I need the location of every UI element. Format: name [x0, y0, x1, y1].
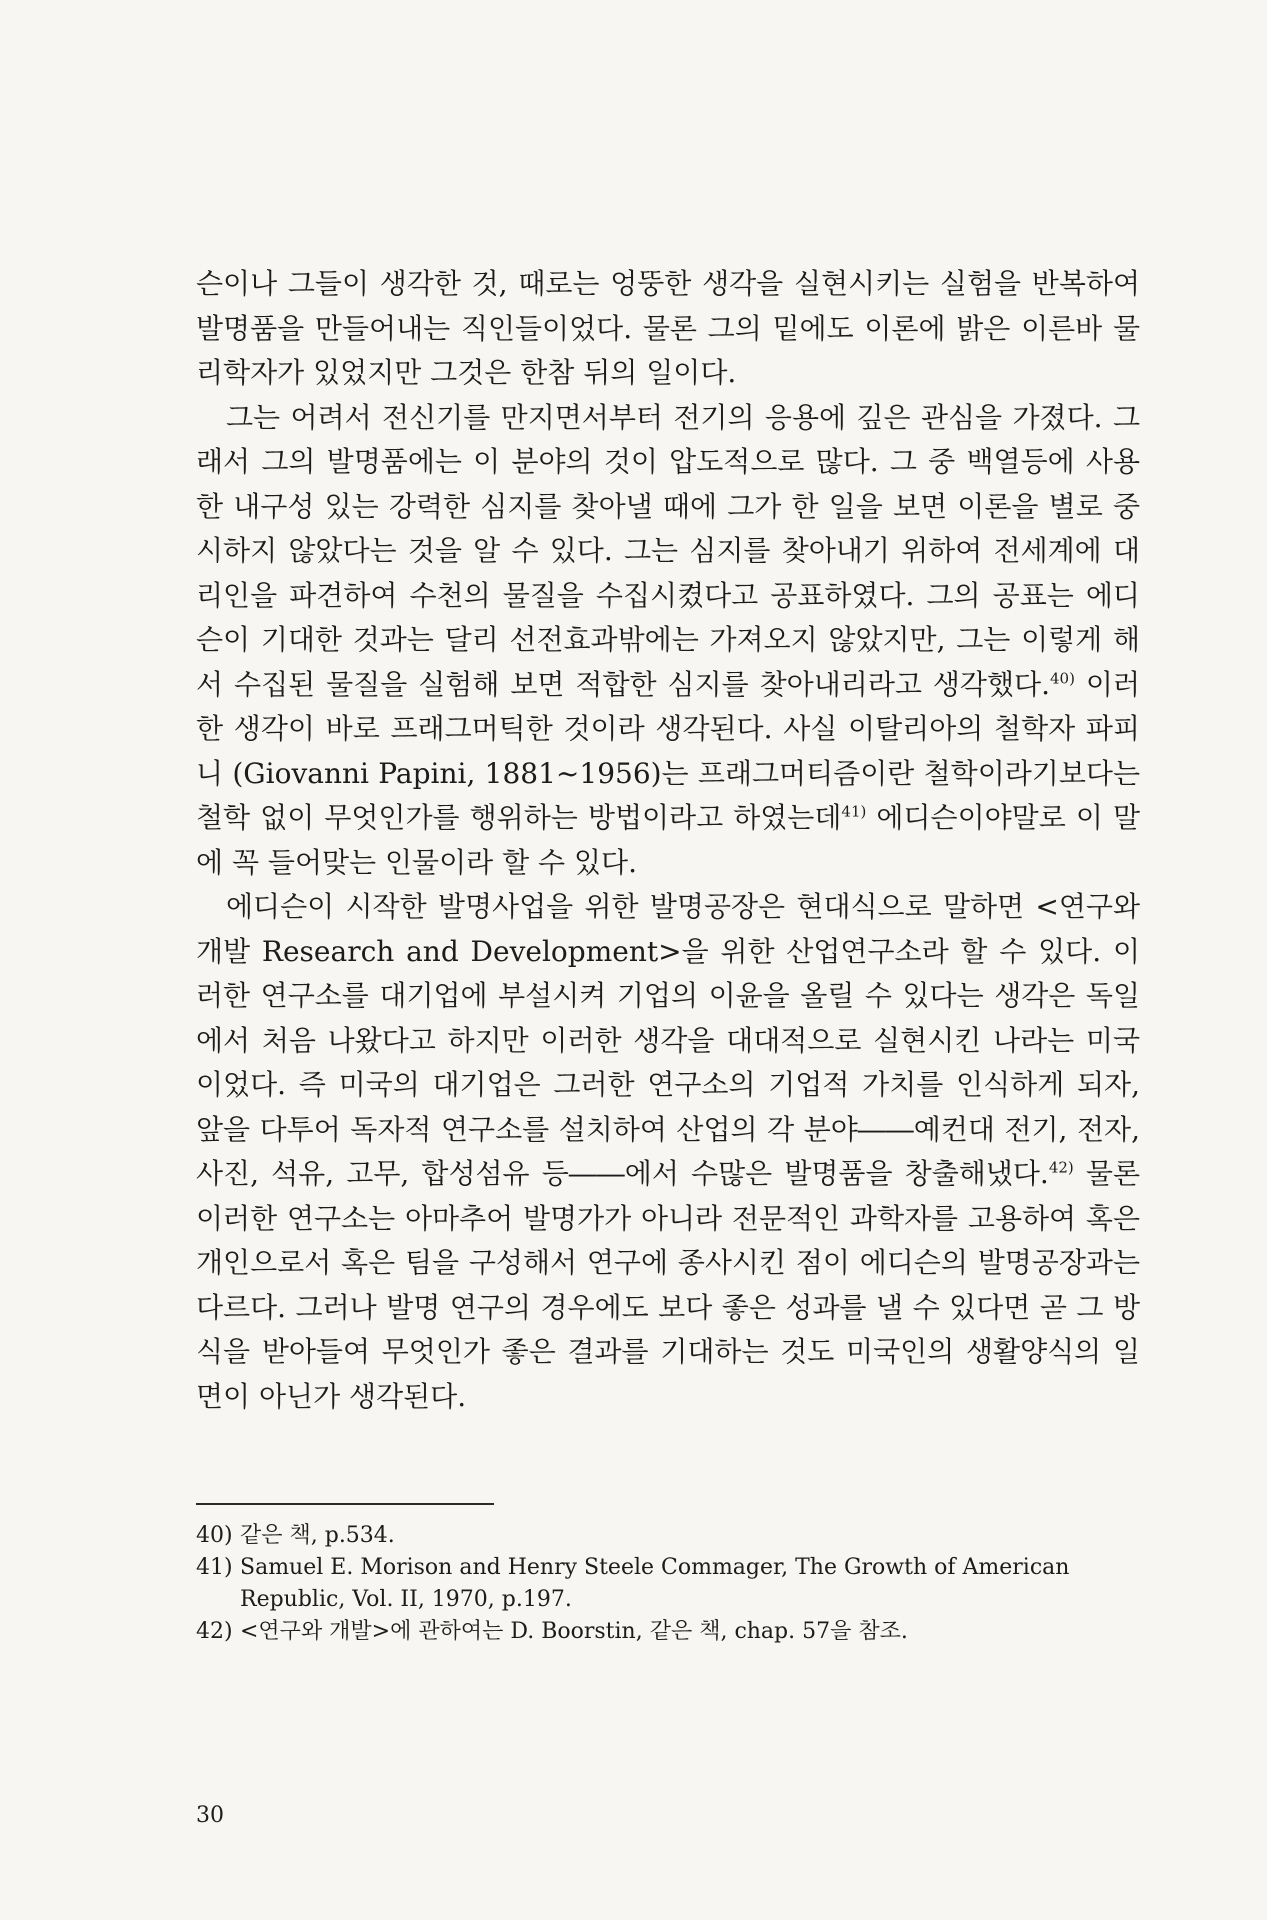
footnote: [196, 1552, 1140, 1616]
paragraph-text: 슨이나 그들이 생각한 것, 때로는 엉뚱한 생각을 실현시키는 실험을 반복하여 발명품을 만들어내는 직인들이었다. 물론 그의 밑에도 이론에 밝은 이른바 물리학자가 있었지만 그것은 한참 뒤의 일이다.: [196, 267, 1140, 389]
footnote-text: <연구와 개발>에 관하여는 D. Boorstin, 같은 책, chap. 57을 참조.: [240, 1619, 908, 1644]
paragraph-text: 그는 어려서 전신기를 만지면서부터 전기의 응용에 깊은 관심을 가졌다. 그래서 그의 발명품에는 이 분야의 것이 압도적으로 많다. 그 중 백열등에 사용한 내구성 있는 강력한 심지를 찾아낼 때에 그가 한 일을 보면 이론을 별로 중시하지 않았다는 것을 알 수 있다. 그는 심지를 찾아내기 위하여 전세계에 대리인을 파견하여 수천의 물질을 수집시켰다고 공표하였다. 그의 공표는 에디슨이 기대한 것과는 달리 선전효과밖에는 가져오지 않았지만, 그는 이렇게 해서 수집된 물질을 실험해 보면 적합한 심지를 찾아내리라고 생각했다.: [196, 400, 1140, 701]
paragraph: [196, 885, 1140, 1419]
footnote: [196, 1520, 1140, 1552]
footnote-number: 42): [196, 1619, 233, 1644]
paragraph: [196, 262, 1140, 396]
paragraph-text: 이러한 생각이 바로 프래그머틱한 것이라 생각된다. 사실 이탈리아의 철학자 파피니 (Giovanni Papini, 1881~1956)는 프래그머티즘이란 철학이라기보다는 철학 없이 무엇인가를 행위하는 방법이라고 하였는데: [196, 667, 1141, 834]
body-text: [196, 262, 1140, 1419]
paragraph-text: 에디슨이 시작한 발명사업을 위한 발명공장은 현대식으로 말하면 <연구와 개발 Research and Development>을 위한 산업연구소라 할 수 있다. 이러한 연구소를 대기업에 부설시켜 기업의 이윤을 올릴 수 있다는 생각은 독일에서 처음 나왔다고 하지만 이러한 생각을 대대적으로 실현시킨 나라는 미국이었다. 즉 미국의 대기업은 그러한 연구소의 기업적 가치를 인식하게 되자, 앞을 다투어 독자적 연구소를 설치하여 산업의 각 분야――예컨대 전기, 전자, 사진, 석유, 고무, 합성섬유 등――에서 수많은 발명품을 창출해냈다.: [196, 890, 1140, 1190]
footnote-text: Samuel E. Morison and Henry Steele Commager, The Growth of American Republic, Vol. II, 1970, p.197.: [240, 1555, 1070, 1612]
paragraph-text: 물론 이러한 연구소는 아마추어 발명가가 아니라 전문적인 과학자를 고용하여 혹은 개인으로서 혹은 팀을 구성해서 연구에 종사시킨 점이 에디슨의 발명공장과는 다르다. 그러나 발명 연구의 경우에도 보다 좋은 성과를 낼 수 있다면 곧 그 방식을 받아들여 무엇인가 좋은 결과를 기대하는 것도 미국인의 생활양식의 일면이 아닌가 생각된다.: [196, 1157, 1141, 1413]
footnote-number: 40): [196, 1523, 233, 1548]
footnote-ref-42: 42): [1048, 1158, 1074, 1177]
footnote-ref-40: 40): [1049, 669, 1075, 688]
paragraph: [196, 396, 1140, 886]
paragraph-text: 에디슨이야말로 이 말에 꼭 들어맞는 인물이라 할 수 있다.: [196, 801, 1140, 879]
footnote: [196, 1616, 1140, 1648]
footnote-number: 41): [196, 1555, 233, 1580]
page-number: 30: [196, 1803, 224, 1828]
footnote-text: 같은 책, p.534.: [240, 1523, 395, 1548]
footnote-ref-41: 41): [841, 802, 867, 821]
footnotes: [196, 1520, 1140, 1648]
footnote-divider: [196, 1503, 494, 1505]
